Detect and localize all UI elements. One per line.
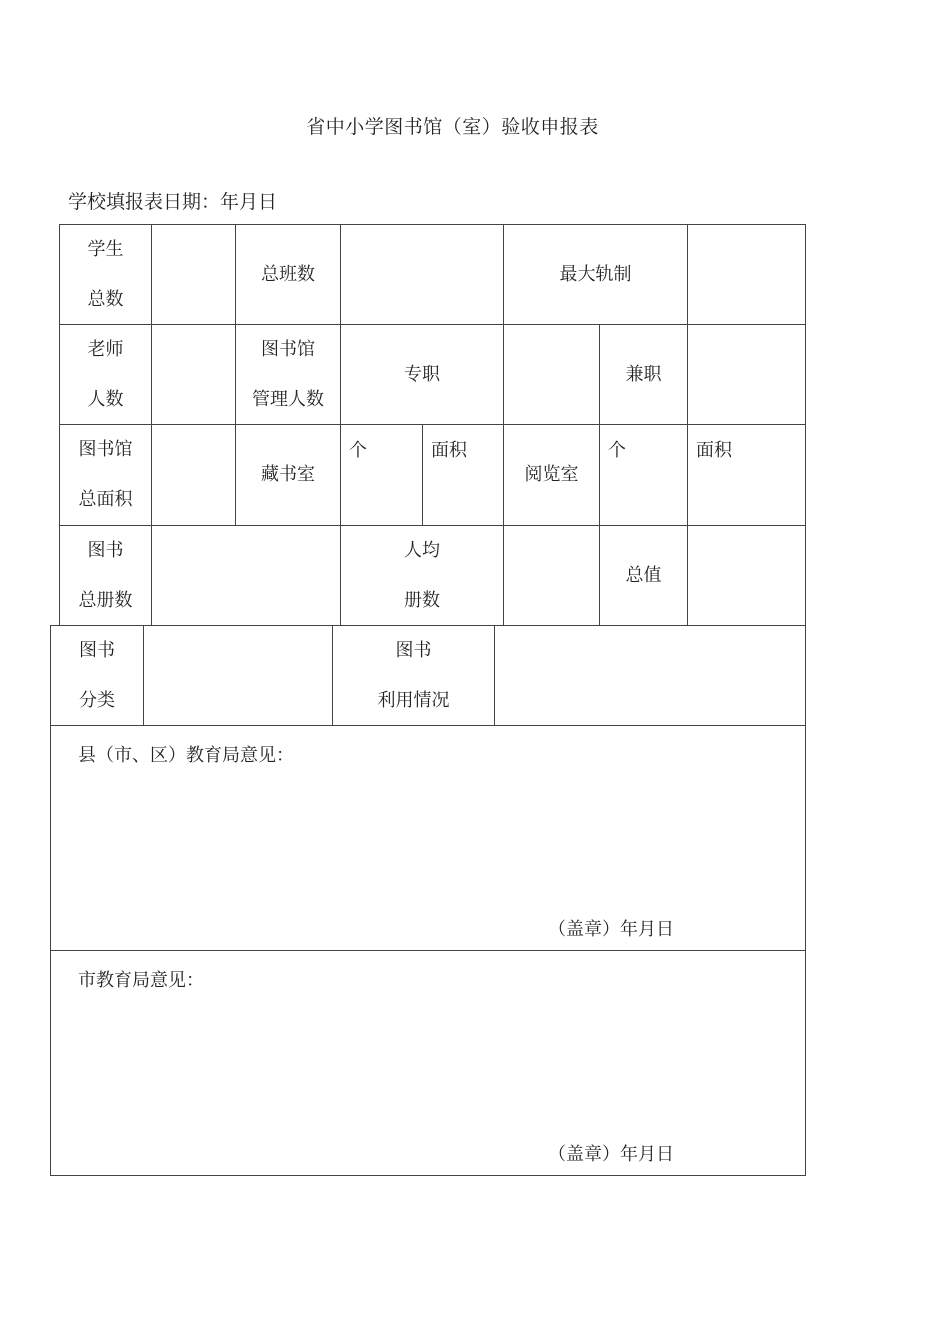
label-line: 图书馆 [78,439,133,460]
teacher-count-field[interactable] [152,325,235,424]
book-usage-label [333,626,494,725]
county-stamp-date: （盖章）年月日 [548,919,674,940]
label-line: 总册数 [78,589,133,611]
city-opinion-field[interactable] [51,995,805,1135]
class-count-label: 总班数 [261,263,315,285]
label-line: 总数 [87,288,124,310]
label-line: 总面积 [78,489,133,510]
book-total-label [60,526,151,625]
max-track-field[interactable] [688,225,805,324]
reading-room-label: 阅览室 [524,464,579,485]
book-category-label [51,626,143,725]
parttime-field[interactable] [688,325,805,424]
class-count-field[interactable] [341,225,503,324]
label-line: 学生 [87,238,124,260]
parttime-label: 兼职 [625,363,662,385]
label-line: 人均 [404,539,440,561]
label-line: 老师 [87,338,124,360]
label-line: 图书 [395,639,432,661]
books-per-capita-label [341,526,503,625]
label-line: 图书馆 [261,338,315,360]
county-opinion-field[interactable] [51,770,805,910]
library-area-field[interactable] [152,425,235,525]
fulltime-field[interactable] [504,325,599,424]
city-stamp-date: （盖章）年月日 [548,1144,674,1165]
books-per-capita-field[interactable] [504,526,599,625]
students-total-label [60,225,151,324]
book-category-field[interactable] [144,626,332,725]
label-line: 图书 [79,639,115,661]
city-opinion-label: 市教育局意见： [78,970,204,991]
fill-date-label: 学校填报表日期：年月日 [68,191,278,213]
total-value-field[interactable] [688,526,805,625]
library-area-label [60,425,151,525]
stack-room-area-label: 面积 [431,440,467,461]
label-line: 册数 [404,589,440,611]
total-value-label: 总值 [625,564,662,586]
book-total-field[interactable] [152,526,340,625]
label-line: 分类 [79,689,115,711]
max-track-label: 最大轨制 [559,263,632,285]
fulltime-label: 专职 [404,363,440,385]
library-staff-label [236,325,340,424]
reading-room-area-label: 面积 [696,440,732,461]
reading-room-count-unit: 个 [608,440,626,461]
label-line: 人数 [87,388,124,410]
county-opinion-label: 县（市、区）教育局意见： [78,745,294,766]
teacher-count-label [60,325,151,424]
label-line: 图书 [87,539,124,561]
stack-room-label: 藏书室 [261,464,315,485]
book-usage-field[interactable] [495,626,805,725]
stack-room-count-unit: 个 [349,440,367,461]
label-line: 利用情况 [377,689,450,711]
form-title: 省中小学图书馆（室）验收申报表 [306,116,599,138]
students-total-field[interactable] [152,225,235,324]
label-line: 管理人数 [252,388,324,410]
